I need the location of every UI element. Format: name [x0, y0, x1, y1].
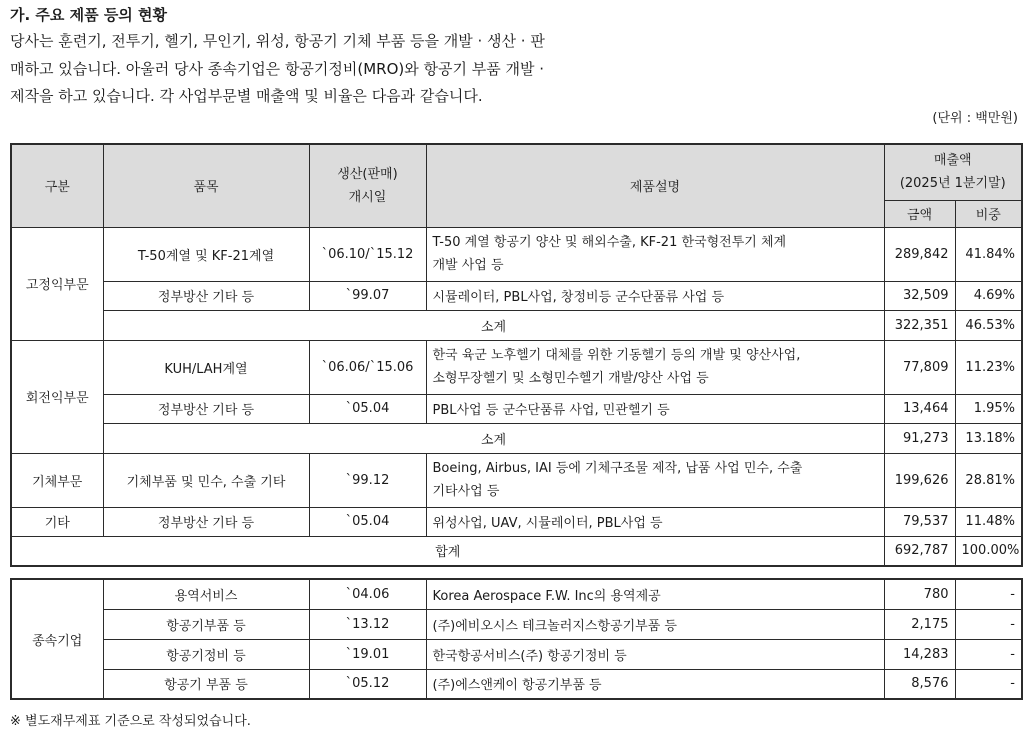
- sales-ratio: 1.95%: [955, 394, 1022, 423]
- unit-label: (단위 : 백만원): [932, 111, 1018, 126]
- section-heading: 가. 주요 제품 등의 현황: [10, 6, 167, 24]
- sales-ratio: 28.81%: [955, 453, 1022, 507]
- subsidiary-table: [10, 578, 1023, 700]
- sales-ratio: 4.69%: [955, 281, 1022, 310]
- sales-ratio: 41.84%: [955, 227, 1022, 281]
- intro-line: 제작을 하고 있습니다. 각 사업부문별 매출액 및 비율은 다음과 같습니다.: [10, 87, 483, 105]
- header-description: 제품설명: [426, 144, 884, 227]
- item-name: 정부방산 기타 등: [103, 394, 309, 423]
- sales-amount: 780: [884, 579, 955, 609]
- header-ratio: 비중: [955, 200, 1022, 227]
- start-date: `04.06: [309, 579, 426, 609]
- subtotal-label: 소계: [103, 310, 884, 340]
- start-date: `99.12: [309, 453, 426, 507]
- header-amount: 금액: [884, 200, 955, 227]
- sales-amount: 32,509: [884, 281, 955, 310]
- sales-ratio: 11.48%: [955, 507, 1022, 536]
- sales-amount: 79,537: [884, 507, 955, 536]
- item-name: KUH/LAH계열: [103, 340, 309, 394]
- group-name: 회전익부문: [11, 340, 103, 453]
- item-name: 기체부품 및 민수, 수출 기타: [103, 453, 309, 507]
- header-sales: 매출액 (2025년 1분기말): [884, 144, 1022, 200]
- item-description: Korea Aerospace F.W. Inc의 용역제공: [426, 579, 884, 609]
- header-start-date: 생산(판매) 개시일: [309, 144, 426, 227]
- intro-paragraph: [10, 28, 650, 111]
- sales-amount: 77,809: [884, 340, 955, 394]
- start-date: `05.04: [309, 507, 426, 536]
- subtotal-ratio: 13.18%: [955, 423, 1022, 453]
- item-name: 항공기부품 등: [103, 609, 309, 639]
- sales-amount: 2,175: [884, 609, 955, 639]
- item-description: 한국 육군 노후헬기 대체를 위한 기동헬기 등의 개발 및 양산사업, 소형무장헬기 및 소형민수헬기 개발/양산 사업 등: [426, 340, 884, 394]
- sales-table: [10, 143, 1023, 567]
- total-label: 합계: [11, 536, 884, 566]
- item-description: (주)에스앤케이 항공기부품 등: [426, 669, 884, 699]
- header-category: 구분: [11, 144, 103, 227]
- sales-amount: 14,283: [884, 639, 955, 669]
- start-date: `13.12: [309, 609, 426, 639]
- group-name: 기체부문: [11, 453, 103, 507]
- sales-amount: 13,464: [884, 394, 955, 423]
- start-date: `06.06/`15.06: [309, 340, 426, 394]
- sales-ratio: -: [955, 639, 1022, 669]
- item-name: 항공기정비 등: [103, 639, 309, 669]
- total-amount: 692,787: [884, 536, 955, 566]
- subtotal-ratio: 46.53%: [955, 310, 1022, 340]
- start-date: `19.01: [309, 639, 426, 669]
- subtotal-label: 소계: [103, 423, 884, 453]
- subtotal-amount: 322,351: [884, 310, 955, 340]
- sales-ratio: -: [955, 609, 1022, 639]
- item-description: PBL사업 등 군수단품류 사업, 민관헬기 등: [426, 394, 884, 423]
- item-description: T-50 계열 항공기 양산 및 해외수출, KF-21 한국형전투기 체계 개발 사업 등: [426, 227, 884, 281]
- group-name: 고정익부문: [11, 227, 103, 340]
- start-date: `05.12: [309, 669, 426, 699]
- intro-line: 매하고 있습니다. 아울러 당사 종속기업은 항공기정비(MRO)와 항공기 부품 개발 ·: [10, 59, 545, 78]
- sales-amount: 8,576: [884, 669, 955, 699]
- item-description: Boeing, Airbus, IAI 등에 기체구조물 제작, 납품 사업 민수, 수출 기타사업 등: [426, 453, 884, 507]
- item-name: T-50계열 및 KF-21계열: [103, 227, 309, 281]
- intro-line: 당사는 훈련기, 전투기, 헬기, 무인기, 위성, 항공기 기체 부품 등을 개발 · 생산 · 판: [10, 32, 545, 50]
- sales-amount: 199,626: [884, 453, 955, 507]
- item-description: 한국항공서비스(주) 항공기정비 등: [426, 639, 884, 669]
- header-item: 품목: [103, 144, 309, 227]
- sales-ratio: -: [955, 579, 1022, 609]
- footnote: ※ 별도재무제표 기준으로 작성되었습니다.: [10, 714, 251, 729]
- group-name: 기타: [11, 507, 103, 536]
- sales-ratio: 11.23%: [955, 340, 1022, 394]
- start-date: `05.04: [309, 394, 426, 423]
- item-name: 항공기 부품 등: [103, 669, 309, 699]
- start-date: `99.07: [309, 281, 426, 310]
- sales-amount: 289,842: [884, 227, 955, 281]
- item-name: 정부방산 기타 등: [103, 507, 309, 536]
- total-ratio: 100.00%: [955, 536, 1022, 566]
- subtotal-amount: 91,273: [884, 423, 955, 453]
- item-name: 용역서비스: [103, 579, 309, 609]
- item-description: (주)에비오시스 테크놀러지스항공기부품 등: [426, 609, 884, 639]
- start-date: `06.10/`15.12: [309, 227, 426, 281]
- item-description: 시뮬레이터, PBL사업, 창정비등 군수단품류 사업 등: [426, 281, 884, 310]
- item-description: 위성사업, UAV, 시뮬레이터, PBL사업 등: [426, 507, 884, 536]
- subsidiary-group-name: 종속기업: [11, 579, 103, 699]
- item-name: 정부방산 기타 등: [103, 281, 309, 310]
- sales-ratio: -: [955, 669, 1022, 699]
